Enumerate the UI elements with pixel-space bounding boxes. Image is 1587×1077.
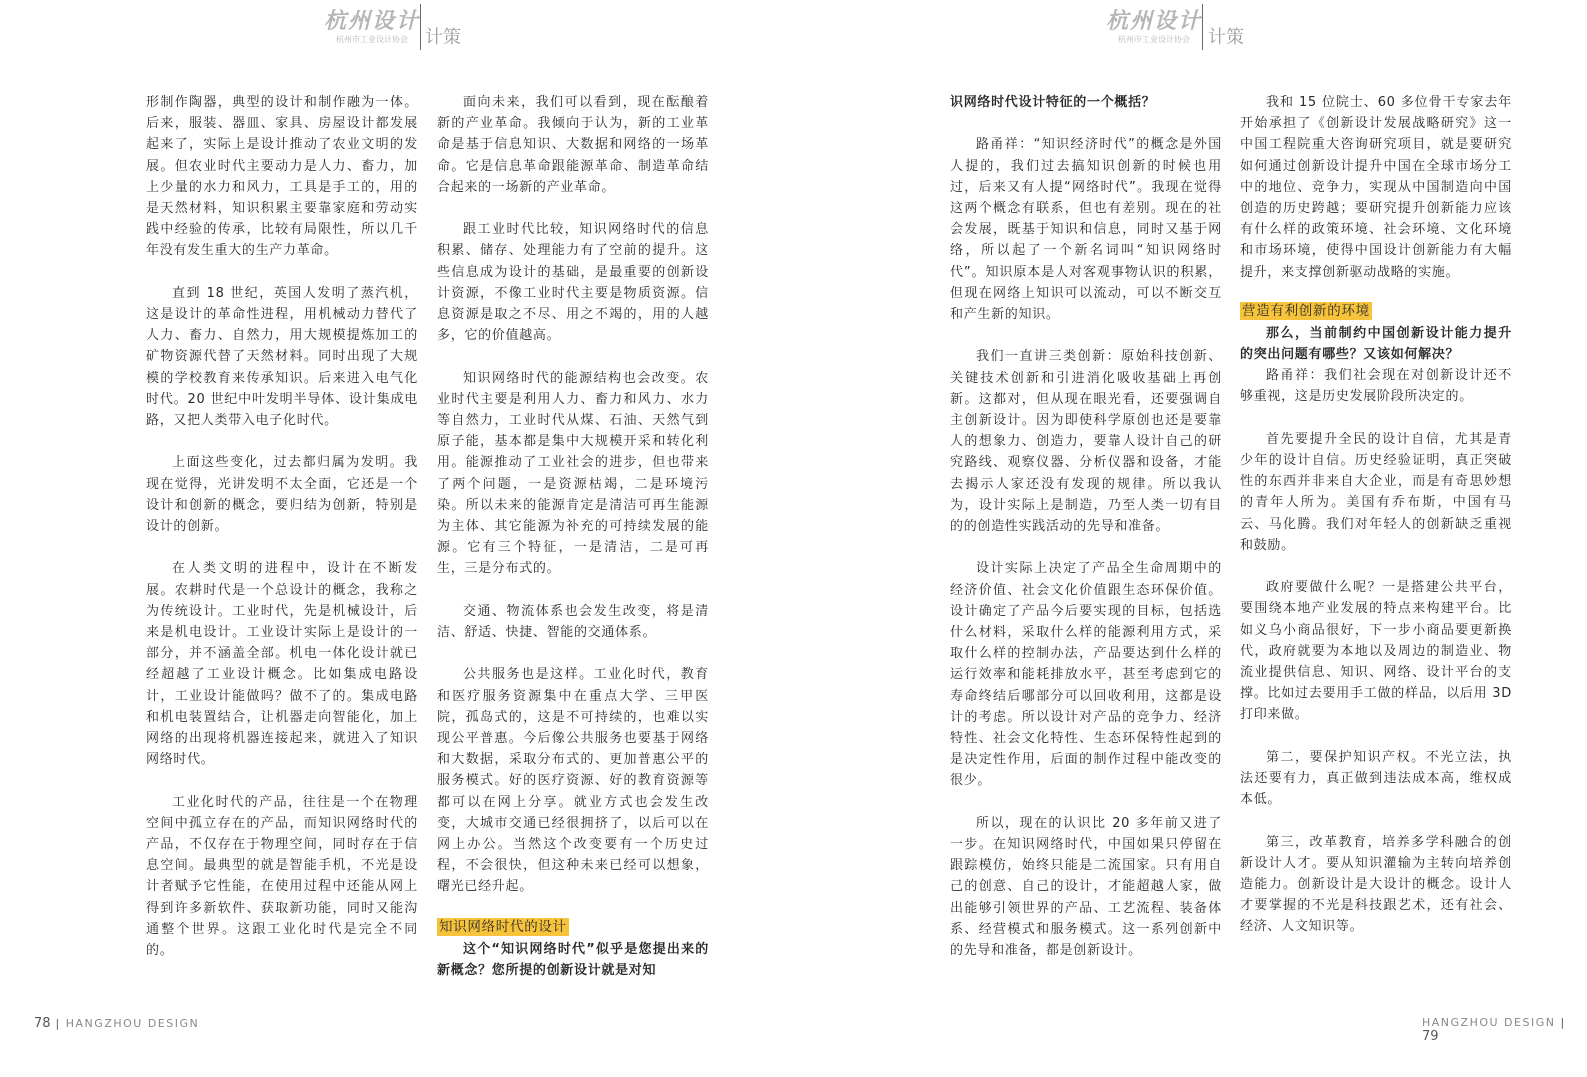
header-divider [420,4,421,50]
article-column-3 [950,92,1222,982]
section-label-left: 计策 [425,27,461,48]
interview-question: 识网络时代设计特征的一个概括？ [950,95,1156,110]
paragraph: 所以，现在的认识比 20 多年前又进了一步。在知识网络时代，中国如果只停留在跟踪模仿，始终只能是二流国家。只有用自己的创意、自己的设计，才能超越人家，做出能够引领世界的产品、工艺流程、装备体系、经营模式和服务模式。这一系列创新中的先导和准备，都是创新设计。 [950,815,1222,959]
magazine-logo-left [322,8,422,50]
logo-mark: 杭州设计 [323,8,420,34]
magazine-name: HANGZHOU DESIGN [1422,1016,1556,1029]
section-heading [1240,299,1512,323]
footer-divider: | [55,1017,61,1030]
logo-mark: 杭州设计 [1105,8,1202,34]
heading-highlight: 知识网络时代的设计 [439,918,567,935]
footer-left [34,1016,199,1031]
paragraph: 交通、物流体系也会发生改变，将是清洁、舒适、快捷、智能的交通体系。 [437,603,709,641]
paragraph: 政府要做什么呢？一是搭建公共平台，要围绕本地产业发展的特点来构建平台。比如义乌小商品很好，下一步小商品要更新换代，政府就要为本地以及周边的制造业、物流业提供信息、知识、网络、设计平台的支撑。比如过去要用手工做的样品，以后用 3D 打印来做。 [1240,580,1512,723]
paragraph: 路甬祥：“知识经济时代”的概念是外国人提的，我们过去搞知识创新的时候也用过，后来又有人提“网络时代”。我现在觉得这两个概念有联系，但也有差别。现在的社会发展，既基于知识和信息，同时又基于网络，所以起了一个新名词叫“知识网络时代”。知识原本是人对客观事物认识的积累，但现在网络上知识可以流动，可以不断交互和产生新的知识。 [950,137,1222,323]
paragraph: 直到 18 世纪，英国人发明了蒸汽机，这是设计的革命性进程，用机械动力替代了人力、畜力、自然力，用大规模提炼加工的矿物资源代替了天然材料。同时出现了大规模的学校教育来传承知识。后来进入电气化时代。20 世纪中叶发明半导体、设计集成电路，又把人类带入电子化时代。 [146,285,418,429]
paragraph: 面向未来，我们可以看到，现在酝酿着新的产业革命。我倾向于认为，新的工业革命是基于信息知识、大数据和网络的一场革命。它是信息革命跟能源革命、制造革命结合起来的一场新的产业革命。 [437,95,709,195]
magazine-name: HANGZHOU DESIGN [65,1017,200,1030]
paragraph: 公共服务也是这样。工业化时代，教育和医疗服务资源集中在重点大学、三甲医院，孤岛式的，这是不可持续的，也难以实现公平普惠。今后像公共服务也要基于网络和大数据，采取分布式的、更加普惠公平的服务模式。好的医疗资源、好的教育资源等都可以在网上分享。就业方式也会发生改变，大城市交通已经很拥挤了，以后可以在网上办公。当然这个改变要有一个历史过程，不会很快，但这种未来已经可以想象，曙光已经升起。 [437,667,709,895]
section-heading [437,915,709,939]
paragraph: 首先要提升全民的设计自信，尤其是青少年的设计自信。历史经验证明，真正突破性的东西并非来自大企业，而是有奇思妙想的青年人所为。美国有乔布斯，中国有马云、马化腾。我们对年轻人的创新缺乏重视和鼓励。 [1240,431,1512,553]
paragraph: 工业化时代的产品，往往是一个在物理空间中孤立存在的产品，而知识网络时代的产品，不仅存在于物理空间，同时存在于信息空间。最典型的就是智能手机，不光是设计者赋予它性能，在使用过程中还能从网上得到许多新软件、获取新功能，同时又能沟通整个世界。这跟工业化时代是完全不同的。 [146,794,418,959]
paragraph: 跟工业时代比较，知识网络时代的信息积累、储存、处理能力有了空前的提升。这些信息成为设计的基础，是最重要的创新设计资源，不像工业时代主要是物质资源。信息资源是取之不尽、用之不竭的，用的人越多，它的价值越高。 [437,222,709,344]
paragraph: 第二，要保护知识产权。不光立法，执法还要有力，真正做到违法成本高，维权成本低。 [1240,749,1512,808]
paragraph: 第三，改革教育，培养多学科融合的创新设计人才。要从知识灌输为主转向培养创造能力。创新设计是大设计的概念。设计人才要掌握的不光是科技跟艺术，还有社会、经济、人文知识等。 [1240,834,1512,935]
header-divider [1202,4,1203,50]
interview-question: 这个“知识网络时代”似乎是您提出来的新概念？您所提的创新设计就是对知 [437,941,709,979]
heading-highlight: 营造有利创新的环境 [1242,302,1370,319]
section-label-right: 计策 [1208,27,1244,48]
logo-subtitle: 杭州市工业设计协会 [1118,35,1190,44]
footer-right [1422,1016,1587,1044]
paragraph: 路甬祥：我们社会现在对创新设计还不够重视，这是历史发展阶段所决定的。 [1240,368,1512,405]
footer-divider: | [1560,1016,1566,1029]
page-number: 79 [1422,1029,1439,1044]
magazine-logo-right [1104,8,1204,50]
paragraph: 我和 15 位院士、60 多位骨干专家去年开始承担了《创新设计发展战略研究》这一中国工程院重大咨询研究项目，就是要研究如何通过创新设计提升中国在全球市场分工中的地位、竞争力，实现从中国制造向中国创造的历史跨越；要研究提升创新能力应该有什么样的政策环境、社会环境、文化环境和市场环境，使得中国设计创新能力有大幅提升，来支撑创新驱动战略的实施。 [1240,95,1512,280]
paragraph: 知识网络时代的能源结构也会改变。农业时代主要是利用人力、畜力和风力、水力等自然力，工业时代从煤、石油、天然气到原子能，基本都是集中大规模开采和转化利用。能源推动了工业社会的进步，但也带来了两个问题，一是资源枯竭，二是环境污染。所以未来的能源肯定是清洁可再生能源为主体、其它能源为补充的可持续发展的能源。它有三个特征，一是清洁，二是可再生，三是分布式的。 [437,370,709,577]
paragraph: 在人类文明的进程中，设计在不断发展。农耕时代是一个总设计的概念，我称之为传统设计。工业时代，先是机械设计，后来是机电设计。工业设计实际上是设计的一部分，并不涵盖全部。机电一体化设计就已经超越了工业设计概念。比如集成电路设计，工业设计能做吗？做不了的。集成电路和机电装置结合，让机器走向智能化，加上网络的出现将机器连接起来，就进入了知识网络时代。 [146,561,418,768]
logo-subtitle: 杭州市工业设计协会 [336,35,408,44]
paragraph: 我们一直讲三类创新：原始科技创新、关键技术创新和引进消化吸收基础上再创新。这都对，但从现在眼光看，还要强调自主创新设计。因为即使科学原创也还是要靠人的想象力、创造力，要靠人设计自己的研究路线、观察仪器、分析仪器和设备，才能去揭示人家还没有发现的规律。所以我认为，设计实际上是制造，乃至人类一切有目的的创造性实践活动的先导和准备。 [950,349,1222,535]
interview-question: 那么，当前制约中国创新设计能力提升的突出问题有哪些？又该如何解决？ [1240,325,1512,363]
article-column-1 [146,92,418,982]
article-column-2 [437,92,709,981]
paragraph: 形制作陶器，典型的设计和制作融为一体。后来，服装、器皿、家具、房屋设计都发展起来了，实际上是设计推动了农业文明的发展。但农业时代主要动力是人力、畜力，加上少量的水力和风力，工具是手工的，用的是天然材料，知识积累主要靠家庭和劳动实践中经验的传承，比较有局限性，所以几千年没有发生重大的生产力革命。 [146,95,418,259]
article-column-4 [1240,92,1512,959]
paragraph: 设计实际上决定了产品全生命周期中的经济价值、社会文化价值跟生态环保价值。设计确定了产品今后要实现的目标，包括选什么材料，采取什么样的能源利用方式，采取什么样的控制办法，产品要达到什么样的运行效率和能耗排放水平，甚至考虑到它的寿命终结后哪部分可以回收利用，这都是设计的考虑。所以设计对产品的竞争力、经济特性、社会文化特性、生态环保特性起到的是决定性作用，后面的制作过程中能改变的很少。 [950,561,1222,789]
page-number: 78 [34,1016,51,1031]
paragraph: 上面这些变化，过去都归属为发明。我现在觉得，光讲发明不太全面，它还是一个设计和创新的概念，要归结为创新，特别是设计的创新。 [146,455,418,535]
